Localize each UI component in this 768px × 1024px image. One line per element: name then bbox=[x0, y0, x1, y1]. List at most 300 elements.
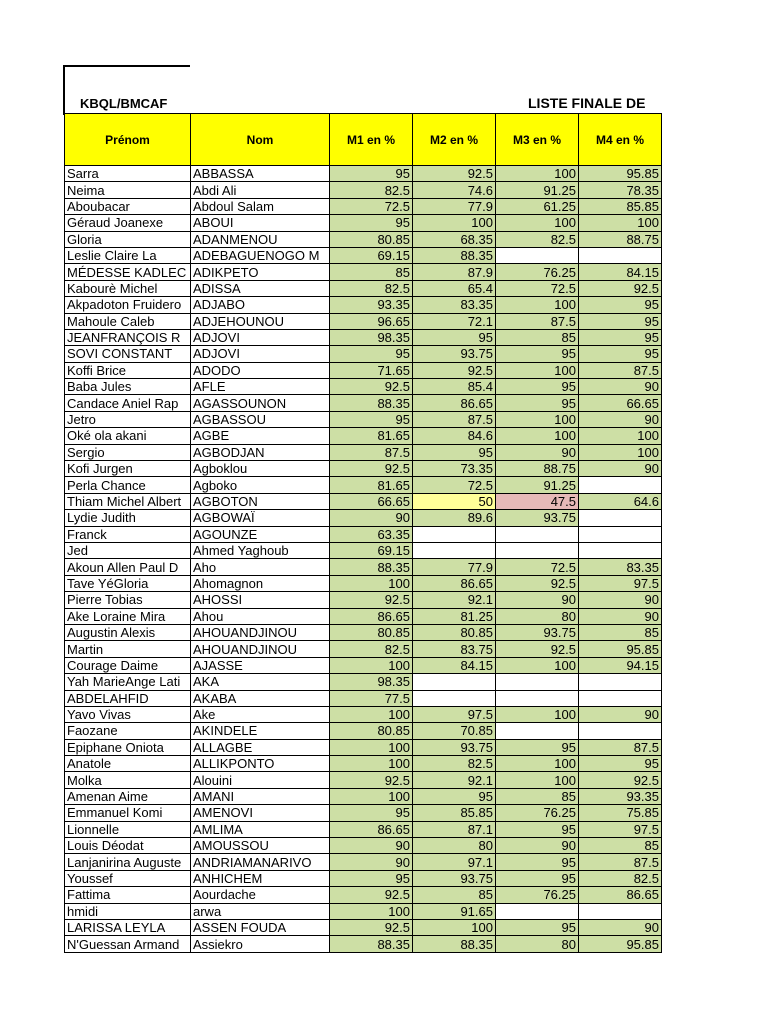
cell-prenom[interactable]: Baba Jules bbox=[65, 379, 191, 395]
cell-m3[interactable]: 72.5 bbox=[496, 280, 579, 296]
cell-nom[interactable]: AGOUNZE bbox=[191, 526, 330, 542]
cell-m2[interactable]: 72.5 bbox=[413, 477, 496, 493]
cell-nom[interactable]: ADISSA bbox=[191, 280, 330, 296]
cell-m1[interactable]: 66.65 bbox=[330, 493, 413, 509]
cell-prenom[interactable]: Franck bbox=[65, 526, 191, 542]
cell-nom[interactable]: Agboklou bbox=[191, 461, 330, 477]
cell-m4[interactable]: 87.5 bbox=[579, 854, 662, 870]
cell-m2[interactable]: 86.65 bbox=[413, 575, 496, 591]
cell-m1[interactable]: 95 bbox=[330, 805, 413, 821]
cell-nom[interactable]: AJASSE bbox=[191, 657, 330, 673]
cell-prenom[interactable]: Akpadoton Fruidero bbox=[65, 297, 191, 313]
cell-m3[interactable]: 61.25 bbox=[496, 198, 579, 214]
cell-m3[interactable] bbox=[496, 542, 579, 558]
table-row bbox=[65, 756, 662, 772]
cell-prenom[interactable]: Leslie Claire La bbox=[65, 247, 191, 263]
cell-m4[interactable]: 64.6 bbox=[579, 493, 662, 509]
cell-prenom[interactable]: Martin bbox=[65, 641, 191, 657]
cell-m3[interactable]: 85 bbox=[496, 788, 579, 804]
cell-m1[interactable]: 63.35 bbox=[330, 526, 413, 542]
cell-m4[interactable]: 92.5 bbox=[579, 772, 662, 788]
cell-nom[interactable]: ALLIKPONTO bbox=[191, 756, 330, 772]
cell-m2[interactable]: 97.5 bbox=[413, 706, 496, 722]
cell-prenom[interactable]: Lionnelle bbox=[65, 821, 191, 837]
cell-m4[interactable]: 97.5 bbox=[579, 821, 662, 837]
cell-prenom[interactable]: Fattima bbox=[65, 887, 191, 903]
cell-m2[interactable]: 100 bbox=[413, 919, 496, 935]
cell-nom[interactable]: ADODO bbox=[191, 362, 330, 378]
cell-m1[interactable]: 86.65 bbox=[330, 821, 413, 837]
cell-m1[interactable]: 96.65 bbox=[330, 313, 413, 329]
cell-m2[interactable]: 65.4 bbox=[413, 280, 496, 296]
cell-m4[interactable]: 82.5 bbox=[579, 870, 662, 886]
cell-m1[interactable]: 81.65 bbox=[330, 428, 413, 444]
cell-m3[interactable]: 82.5 bbox=[496, 231, 579, 247]
cell-m1[interactable]: 80.85 bbox=[330, 624, 413, 640]
cell-m4[interactable]: 85 bbox=[579, 624, 662, 640]
cell-m2[interactable]: 92.1 bbox=[413, 772, 496, 788]
cell-prenom[interactable]: Epiphane Oniota bbox=[65, 739, 191, 755]
cell-m1[interactable]: 90 bbox=[330, 854, 413, 870]
cell-nom[interactable]: AGBE bbox=[191, 428, 330, 444]
cell-m1[interactable]: 92.5 bbox=[330, 919, 413, 935]
cell-m2[interactable]: 83.75 bbox=[413, 641, 496, 657]
cell-nom[interactable]: Agboko bbox=[191, 477, 330, 493]
cell-m4[interactable]: 90 bbox=[579, 608, 662, 624]
cell-prenom[interactable]: Oké ola akani bbox=[65, 428, 191, 444]
cell-nom[interactable]: AKABA bbox=[191, 690, 330, 706]
cell-m3[interactable]: 100 bbox=[496, 362, 579, 378]
cell-m1[interactable]: 95 bbox=[330, 870, 413, 886]
cell-m3[interactable]: 95 bbox=[496, 395, 579, 411]
cell-m4[interactable]: 95 bbox=[579, 297, 662, 313]
cell-m4[interactable]: 90 bbox=[579, 411, 662, 427]
cell-m3[interactable]: 90 bbox=[496, 592, 579, 608]
cell-prenom[interactable]: Ake Loraine Mira bbox=[65, 608, 191, 624]
cell-nom[interactable]: ALLAGBE bbox=[191, 739, 330, 755]
cell-m1[interactable]: 80.85 bbox=[330, 231, 413, 247]
cell-m3[interactable]: 100 bbox=[496, 706, 579, 722]
table-row bbox=[65, 166, 662, 182]
cell-prenom[interactable]: Yah MarieAnge Lati bbox=[65, 674, 191, 690]
cell-prenom[interactable]: Lydie Judith bbox=[65, 510, 191, 526]
cell-m2[interactable]: 72.1 bbox=[413, 313, 496, 329]
cell-m3[interactable]: 95 bbox=[496, 739, 579, 755]
organization-code: KBQL/BMCAF bbox=[80, 96, 168, 111]
cell-m4[interactable]: 90 bbox=[579, 461, 662, 477]
cell-m2[interactable]: 85.85 bbox=[413, 805, 496, 821]
cell-m4[interactable] bbox=[579, 903, 662, 919]
cell-m4[interactable]: 100 bbox=[579, 215, 662, 231]
cell-m1[interactable]: 82.5 bbox=[330, 182, 413, 198]
cell-m4[interactable]: 94.15 bbox=[579, 657, 662, 673]
cell-prenom[interactable]: Kofi Jurgen bbox=[65, 461, 191, 477]
table-row bbox=[65, 772, 662, 788]
cell-nom[interactable]: AKINDELE bbox=[191, 723, 330, 739]
cell-m2[interactable]: 77.9 bbox=[413, 559, 496, 575]
cell-m2[interactable]: 85.4 bbox=[413, 379, 496, 395]
cell-m2[interactable]: 81.25 bbox=[413, 608, 496, 624]
cell-nom[interactable]: ASSEN FOUDA bbox=[191, 919, 330, 935]
cell-prenom[interactable]: Gloria bbox=[65, 231, 191, 247]
cell-nom[interactable]: Ahmed Yaghoub bbox=[191, 542, 330, 558]
cell-m3[interactable] bbox=[496, 674, 579, 690]
cell-prenom[interactable]: Akoun Allen Paul D bbox=[65, 559, 191, 575]
cell-m4[interactable]: 95 bbox=[579, 756, 662, 772]
cell-nom[interactable]: ADJOVI bbox=[191, 329, 330, 345]
cell-nom[interactable]: AHOUANDJINOU bbox=[191, 641, 330, 657]
cell-m3[interactable]: 100 bbox=[496, 166, 579, 182]
cell-m3[interactable]: 85 bbox=[496, 329, 579, 345]
cell-m2[interactable]: 93.75 bbox=[413, 346, 496, 362]
cell-nom[interactable]: ABOUI bbox=[191, 215, 330, 231]
cell-prenom[interactable]: Anatole bbox=[65, 756, 191, 772]
cell-m1[interactable]: 92.5 bbox=[330, 887, 413, 903]
cell-m1[interactable]: 80.85 bbox=[330, 723, 413, 739]
cell-m1[interactable]: 98.35 bbox=[330, 329, 413, 345]
cell-m2[interactable]: 83.35 bbox=[413, 297, 496, 313]
cell-m3[interactable]: 100 bbox=[496, 428, 579, 444]
cell-m4[interactable]: 100 bbox=[579, 444, 662, 460]
cell-nom[interactable]: Alouini bbox=[191, 772, 330, 788]
cell-m3[interactable]: 93.75 bbox=[496, 624, 579, 640]
cell-m2[interactable]: 82.5 bbox=[413, 756, 496, 772]
cell-m2[interactable]: 70.85 bbox=[413, 723, 496, 739]
cell-m3[interactable]: 92.5 bbox=[496, 575, 579, 591]
cell-m1[interactable]: 77.5 bbox=[330, 690, 413, 706]
cell-m3[interactable]: 72.5 bbox=[496, 559, 579, 575]
cell-m1[interactable]: 100 bbox=[330, 788, 413, 804]
cell-m3[interactable]: 100 bbox=[496, 411, 579, 427]
cell-m1[interactable]: 100 bbox=[330, 575, 413, 591]
cell-nom[interactable]: AMOUSSOU bbox=[191, 838, 330, 854]
cell-m1[interactable]: 87.5 bbox=[330, 444, 413, 460]
cell-m2[interactable]: 97.1 bbox=[413, 854, 496, 870]
cell-nom[interactable]: Abdoul Salam bbox=[191, 198, 330, 214]
cell-m2[interactable]: 68.35 bbox=[413, 231, 496, 247]
cell-m3[interactable] bbox=[496, 526, 579, 542]
cell-nom[interactable]: AGBOTON bbox=[191, 493, 330, 509]
cell-prenom[interactable]: Pierre Tobias bbox=[65, 592, 191, 608]
cell-m1[interactable]: 98.35 bbox=[330, 674, 413, 690]
cell-m2[interactable]: 100 bbox=[413, 215, 496, 231]
cell-prenom[interactable]: Courage Daime bbox=[65, 657, 191, 673]
cell-m4[interactable]: 97.5 bbox=[579, 575, 662, 591]
cell-m2[interactable]: 50 bbox=[413, 493, 496, 509]
cell-m4[interactable] bbox=[579, 526, 662, 542]
cell-m1[interactable]: 88.35 bbox=[330, 559, 413, 575]
cell-m1[interactable]: 90 bbox=[330, 838, 413, 854]
cell-m2[interactable]: 74.6 bbox=[413, 182, 496, 198]
cell-m2[interactable] bbox=[413, 542, 496, 558]
cell-prenom[interactable]: Kabourè Michel bbox=[65, 280, 191, 296]
cell-m4[interactable]: 85.85 bbox=[579, 198, 662, 214]
cell-nom[interactable]: AMENOVI bbox=[191, 805, 330, 821]
cell-m1[interactable]: 88.35 bbox=[330, 395, 413, 411]
cell-prenom[interactable]: Amenan Aime bbox=[65, 788, 191, 804]
cell-m3[interactable]: 100 bbox=[496, 772, 579, 788]
cell-prenom[interactable]: Jetro bbox=[65, 411, 191, 427]
cell-prenom[interactable]: Molka bbox=[65, 772, 191, 788]
cell-prenom[interactable]: Yavo Vivas bbox=[65, 706, 191, 722]
cell-m4[interactable]: 95.85 bbox=[579, 166, 662, 182]
cell-m3[interactable]: 93.75 bbox=[496, 510, 579, 526]
cell-nom[interactable]: AMLIMA bbox=[191, 821, 330, 837]
cell-m4[interactable]: 85 bbox=[579, 838, 662, 854]
cell-m4[interactable]: 86.65 bbox=[579, 887, 662, 903]
cell-m3[interactable]: 80 bbox=[496, 608, 579, 624]
table-row bbox=[65, 641, 662, 657]
cell-m3[interactable] bbox=[496, 903, 579, 919]
cell-nom[interactable]: AGBASSOU bbox=[191, 411, 330, 427]
cell-prenom[interactable]: JEANFRANÇOIS R bbox=[65, 329, 191, 345]
cell-m2[interactable]: 87.9 bbox=[413, 264, 496, 280]
cell-m3[interactable]: 87.5 bbox=[496, 313, 579, 329]
cell-m1[interactable]: 100 bbox=[330, 756, 413, 772]
cell-m3[interactable]: 100 bbox=[496, 215, 579, 231]
cell-m1[interactable]: 100 bbox=[330, 706, 413, 722]
cell-nom[interactable]: AHOSSI bbox=[191, 592, 330, 608]
cell-m3[interactable]: 100 bbox=[496, 756, 579, 772]
cell-m4[interactable]: 100 bbox=[579, 428, 662, 444]
cell-m2[interactable]: 89.6 bbox=[413, 510, 496, 526]
cell-m3[interactable] bbox=[496, 690, 579, 706]
cell-prenom[interactable]: MÉDESSE KADLEC bbox=[65, 264, 191, 280]
cell-m4[interactable]: 95 bbox=[579, 313, 662, 329]
cell-prenom[interactable]: Augustin Alexis bbox=[65, 624, 191, 640]
table-row bbox=[65, 231, 662, 247]
cell-prenom[interactable]: SOVI CONSTANT bbox=[65, 346, 191, 362]
cell-m2[interactable]: 87.1 bbox=[413, 821, 496, 837]
cell-nom[interactable]: ADJOVI bbox=[191, 346, 330, 362]
cell-nom[interactable]: ADANMENOU bbox=[191, 231, 330, 247]
cell-prenom[interactable]: Tave YéGloria bbox=[65, 575, 191, 591]
cell-prenom[interactable]: ABDELAHFID bbox=[65, 690, 191, 706]
cell-m1[interactable]: 69.15 bbox=[330, 542, 413, 558]
cell-m1[interactable]: 100 bbox=[330, 903, 413, 919]
cell-prenom[interactable]: Géraud Joanexe bbox=[65, 215, 191, 231]
cell-m2[interactable] bbox=[413, 526, 496, 542]
cell-m4[interactable] bbox=[579, 477, 662, 493]
cell-nom[interactable]: ANHICHEM bbox=[191, 870, 330, 886]
cell-prenom[interactable]: Jed bbox=[65, 542, 191, 558]
cell-m1[interactable]: 100 bbox=[330, 739, 413, 755]
cell-prenom[interactable]: LARISSA LEYLA bbox=[65, 919, 191, 935]
cell-nom[interactable]: Ahou bbox=[191, 608, 330, 624]
cell-m3[interactable]: 76.25 bbox=[496, 887, 579, 903]
cell-prenom[interactable]: N'Guessan Armand bbox=[65, 936, 191, 952]
cell-m1[interactable]: 72.5 bbox=[330, 198, 413, 214]
cell-m4[interactable]: 87.5 bbox=[579, 362, 662, 378]
cell-m1[interactable]: 88.35 bbox=[330, 936, 413, 952]
cell-m4[interactable]: 66.65 bbox=[579, 395, 662, 411]
cell-nom[interactable]: Abdi Ali bbox=[191, 182, 330, 198]
cell-m3[interactable]: 95 bbox=[496, 854, 579, 870]
cell-nom[interactable]: Ake bbox=[191, 706, 330, 722]
cell-m3[interactable]: 92.5 bbox=[496, 641, 579, 657]
cell-nom[interactable]: AKA bbox=[191, 674, 330, 690]
column-header-m2[interactable]: M2 en % bbox=[413, 114, 496, 166]
cell-nom[interactable]: AGBODJAN bbox=[191, 444, 330, 460]
cell-m3[interactable]: 90 bbox=[496, 444, 579, 460]
cell-m4[interactable] bbox=[579, 690, 662, 706]
cell-prenom[interactable]: Louis Déodat bbox=[65, 838, 191, 854]
cell-m2[interactable] bbox=[413, 690, 496, 706]
cell-m4[interactable]: 88.75 bbox=[579, 231, 662, 247]
cell-prenom[interactable]: Mahoule Caleb bbox=[65, 313, 191, 329]
cell-m1[interactable]: 95 bbox=[330, 346, 413, 362]
cell-prenom[interactable]: Faozane bbox=[65, 723, 191, 739]
cell-m2[interactable]: 93.75 bbox=[413, 870, 496, 886]
cell-m2[interactable]: 88.35 bbox=[413, 247, 496, 263]
cell-m2[interactable]: 87.5 bbox=[413, 411, 496, 427]
cell-prenom[interactable]: Youssef bbox=[65, 870, 191, 886]
cell-m3[interactable]: 100 bbox=[496, 297, 579, 313]
cell-m4[interactable]: 75.85 bbox=[579, 805, 662, 821]
cell-m3[interactable]: 90 bbox=[496, 838, 579, 854]
cell-m4[interactable] bbox=[579, 674, 662, 690]
cell-m4[interactable] bbox=[579, 723, 662, 739]
cell-nom[interactable]: ADJABO bbox=[191, 297, 330, 313]
column-header-m4[interactable]: M4 en % bbox=[579, 114, 662, 166]
cell-m4[interactable]: 95.85 bbox=[579, 936, 662, 952]
cell-m4[interactable]: 90 bbox=[579, 919, 662, 935]
cell-m2[interactable]: 85 bbox=[413, 887, 496, 903]
cell-nom[interactable]: ADIKPETO bbox=[191, 264, 330, 280]
cell-prenom[interactable]: Neima bbox=[65, 182, 191, 198]
cell-m3[interactable]: 76.25 bbox=[496, 264, 579, 280]
cell-nom[interactable]: AGBOWAÏ bbox=[191, 510, 330, 526]
cell-prenom[interactable]: Aboubacar bbox=[65, 198, 191, 214]
cell-m4[interactable]: 95 bbox=[579, 346, 662, 362]
cell-prenom[interactable]: Candace Aniel Rap bbox=[65, 395, 191, 411]
cell-m2[interactable]: 95 bbox=[413, 329, 496, 345]
cell-m2[interactable]: 92.1 bbox=[413, 592, 496, 608]
cell-m4[interactable] bbox=[579, 542, 662, 558]
cell-m3[interactable]: 47.5 bbox=[496, 493, 579, 509]
cell-m2[interactable]: 93.75 bbox=[413, 739, 496, 755]
cell-prenom[interactable]: Thiam Michel Albert bbox=[65, 493, 191, 509]
cell-m4[interactable]: 87.5 bbox=[579, 739, 662, 755]
column-header-m3[interactable]: M3 en % bbox=[496, 114, 579, 166]
cell-m3[interactable] bbox=[496, 247, 579, 263]
cell-m4[interactable]: 93.35 bbox=[579, 788, 662, 804]
cell-m3[interactable]: 100 bbox=[496, 657, 579, 673]
cell-m2[interactable] bbox=[413, 674, 496, 690]
cell-m3[interactable]: 80 bbox=[496, 936, 579, 952]
cell-m3[interactable]: 88.75 bbox=[496, 461, 579, 477]
cell-m4[interactable] bbox=[579, 247, 662, 263]
column-header-m1[interactable]: M1 en % bbox=[330, 114, 413, 166]
cell-prenom[interactable]: Lanjanirina Auguste bbox=[65, 854, 191, 870]
cell-m2[interactable]: 84.15 bbox=[413, 657, 496, 673]
cell-nom[interactable]: ADEBAGUENOGO M bbox=[191, 247, 330, 263]
cell-prenom[interactable]: Sergio bbox=[65, 444, 191, 460]
cell-m3[interactable]: 76.25 bbox=[496, 805, 579, 821]
cell-m4[interactable]: 95.85 bbox=[579, 641, 662, 657]
cell-m1[interactable]: 92.5 bbox=[330, 379, 413, 395]
cell-m1[interactable]: 82.5 bbox=[330, 280, 413, 296]
cell-nom[interactable]: Ahomagnon bbox=[191, 575, 330, 591]
cell-m4[interactable]: 90 bbox=[579, 706, 662, 722]
cell-prenom[interactable]: Sarra bbox=[65, 166, 191, 182]
cell-m4[interactable] bbox=[579, 510, 662, 526]
cell-m2[interactable]: 84.6 bbox=[413, 428, 496, 444]
cell-m4[interactable]: 95 bbox=[579, 329, 662, 345]
cell-nom[interactable]: Assiekro bbox=[191, 936, 330, 952]
cell-nom[interactable]: AMANI bbox=[191, 788, 330, 804]
cell-m2[interactable]: 91.65 bbox=[413, 903, 496, 919]
cell-m1[interactable]: 92.5 bbox=[330, 772, 413, 788]
cell-m1[interactable]: 100 bbox=[330, 657, 413, 673]
cell-m1[interactable]: 90 bbox=[330, 510, 413, 526]
cell-nom[interactable]: Aourdache bbox=[191, 887, 330, 903]
cell-m4[interactable]: 84.15 bbox=[579, 264, 662, 280]
cell-nom[interactable]: ABBASSA bbox=[191, 166, 330, 182]
cell-m2[interactable]: 88.35 bbox=[413, 936, 496, 952]
cell-prenom[interactable]: Emmanuel Komi bbox=[65, 805, 191, 821]
cell-m1[interactable]: 95 bbox=[330, 411, 413, 427]
cell-nom[interactable]: ANDRIAMANARIVO bbox=[191, 854, 330, 870]
cell-m2[interactable]: 95 bbox=[413, 788, 496, 804]
cell-m1[interactable]: 95 bbox=[330, 166, 413, 182]
cell-m1[interactable]: 81.65 bbox=[330, 477, 413, 493]
cell-m2[interactable]: 92.5 bbox=[413, 362, 496, 378]
cell-m2[interactable]: 80.85 bbox=[413, 624, 496, 640]
cell-m4[interactable]: 90 bbox=[579, 592, 662, 608]
cell-m3[interactable]: 95 bbox=[496, 346, 579, 362]
cell-m1[interactable]: 85 bbox=[330, 264, 413, 280]
cell-m1[interactable]: 71.65 bbox=[330, 362, 413, 378]
cell-m3[interactable]: 91.25 bbox=[496, 182, 579, 198]
cell-m1[interactable]: 86.65 bbox=[330, 608, 413, 624]
cell-m1[interactable]: 93.35 bbox=[330, 297, 413, 313]
cell-m4[interactable]: 83.35 bbox=[579, 559, 662, 575]
cell-m3[interactable]: 95 bbox=[496, 379, 579, 395]
cell-m3[interactable]: 95 bbox=[496, 870, 579, 886]
cell-m2[interactable]: 73.35 bbox=[413, 461, 496, 477]
cell-nom[interactable]: AGASSOUNON bbox=[191, 395, 330, 411]
cell-nom[interactable]: ADJEHOUNOU bbox=[191, 313, 330, 329]
cell-m3[interactable]: 95 bbox=[496, 919, 579, 935]
cell-prenom[interactable]: Koffi Brice bbox=[65, 362, 191, 378]
cell-m4[interactable]: 90 bbox=[579, 379, 662, 395]
cell-m1[interactable]: 69.15 bbox=[330, 247, 413, 263]
cell-m4[interactable]: 92.5 bbox=[579, 280, 662, 296]
cell-m3[interactable]: 91.25 bbox=[496, 477, 579, 493]
cell-m3[interactable]: 95 bbox=[496, 821, 579, 837]
cell-m1[interactable]: 92.5 bbox=[330, 592, 413, 608]
cell-m1[interactable]: 95 bbox=[330, 215, 413, 231]
cell-nom[interactable]: arwa bbox=[191, 903, 330, 919]
cell-m1[interactable]: 92.5 bbox=[330, 461, 413, 477]
cell-prenom[interactable]: hmidi bbox=[65, 903, 191, 919]
cell-nom[interactable]: AFLE bbox=[191, 379, 330, 395]
cell-nom[interactable]: AHOUANDJINOU bbox=[191, 624, 330, 640]
column-header-prenom[interactable]: Prénom bbox=[65, 114, 191, 166]
cell-m2[interactable]: 86.65 bbox=[413, 395, 496, 411]
cell-prenom[interactable]: Perla Chance bbox=[65, 477, 191, 493]
cell-m2[interactable]: 92.5 bbox=[413, 166, 496, 182]
cell-m2[interactable]: 80 bbox=[413, 838, 496, 854]
cell-m4[interactable]: 78.35 bbox=[579, 182, 662, 198]
cell-m2[interactable]: 95 bbox=[413, 444, 496, 460]
cell-nom[interactable]: Aho bbox=[191, 559, 330, 575]
cell-m2[interactable]: 77.9 bbox=[413, 198, 496, 214]
column-header-nom[interactable]: Nom bbox=[191, 114, 330, 166]
cell-m3[interactable] bbox=[496, 723, 579, 739]
cell-m1[interactable]: 82.5 bbox=[330, 641, 413, 657]
